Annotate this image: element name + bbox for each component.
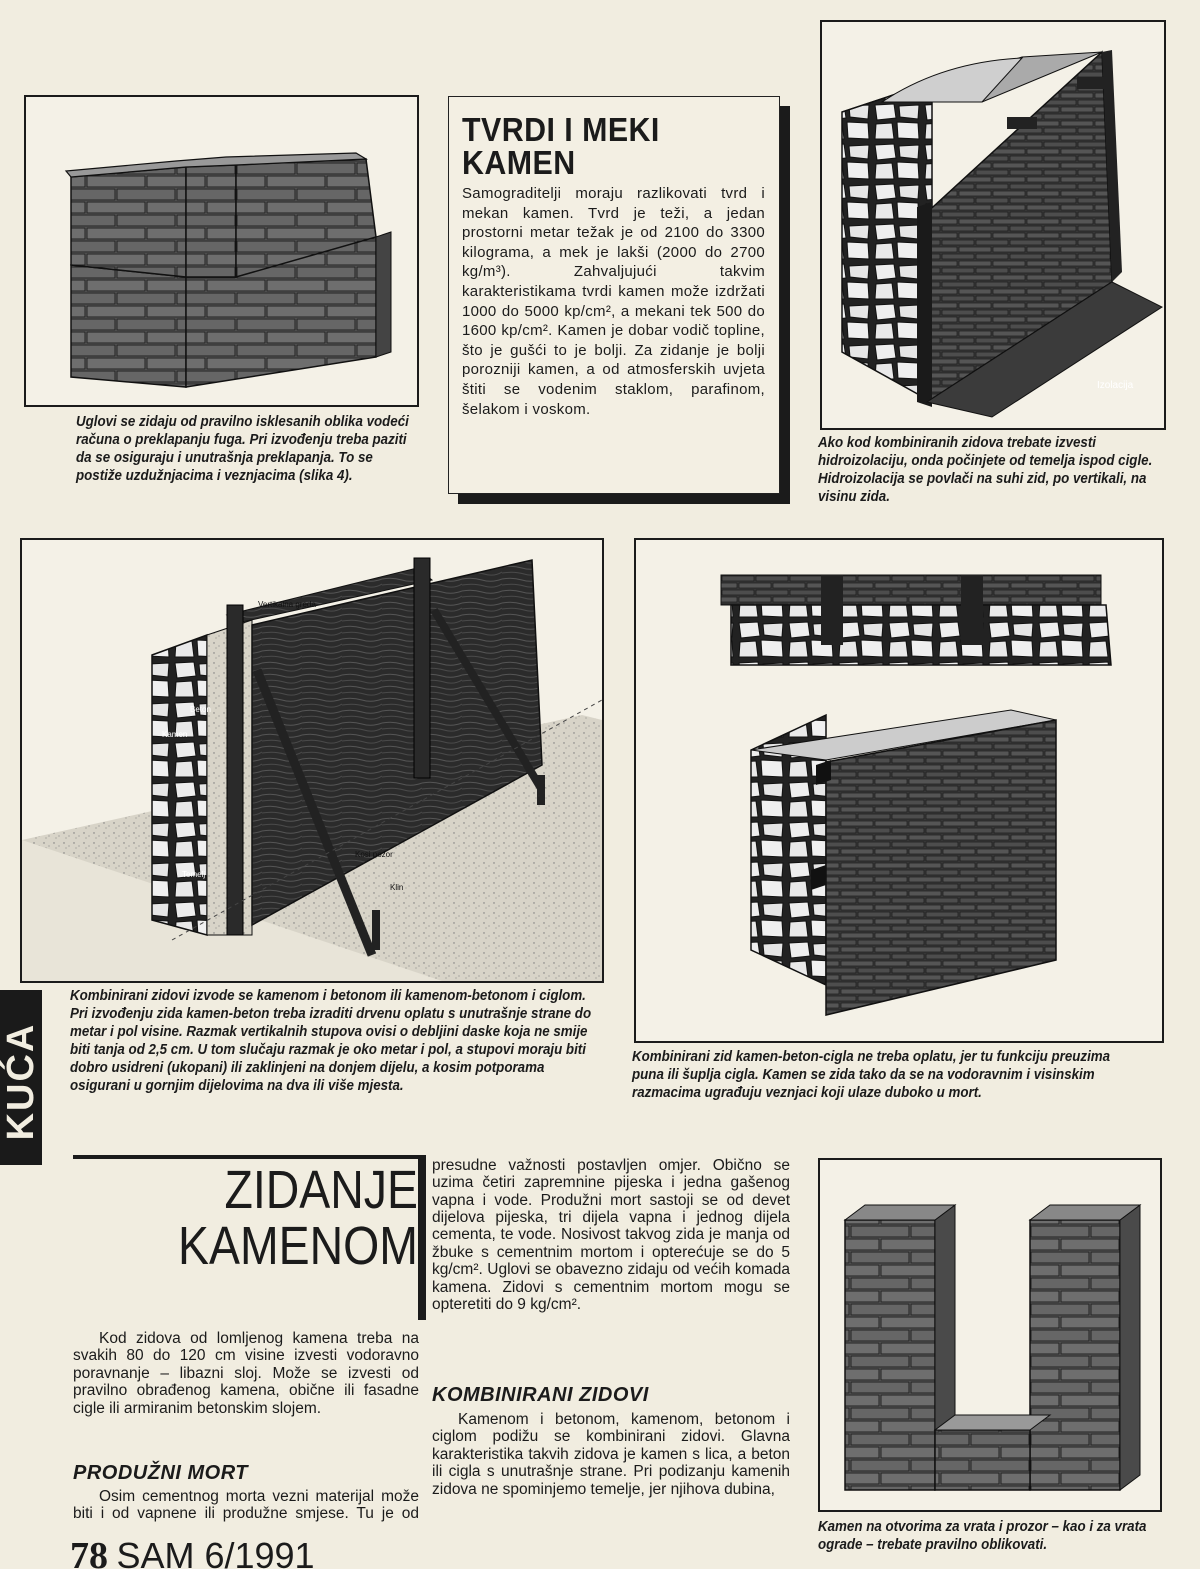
box-title-line1: TVRDI I MEKI (462, 111, 660, 148)
corner-wall-figure (24, 95, 419, 407)
article-col2 (432, 1157, 790, 1369)
article-col1-continued (73, 1488, 419, 1524)
brick-stone-illustration (636, 540, 1162, 1041)
box-title-line2: KAMEN (462, 144, 576, 181)
opening-caption: Kamen na otvorima za vrata i prozor – kao i za vrata ograde – trebate pravilno oblikovati. (818, 1519, 1147, 1553)
article-p1-cont: presudne važnosti postavljen omjer. Obično se uzima četiri zapremnine pijeska i jedna gašenog vapna i vode. Produžni mort sastoji se od devet dijelova pijeska, tri dijela vapna i jednog dijela cementa, te vode. Nosivost takvog zida je manja od žbuke s cementnim mortom i opterećuje se do 5 kg/cm². Uglovi se obavezno zidaju od većih komada kamena. Zidovi s cementnim mortom mogu se opteretiti do 9 kg/cm². (432, 1157, 790, 1314)
corner-wall-caption: Uglovi se zidaju od pravilno isklesanih oblika vodeći računa o preklapanju fuga. Pri izvođenju treba paziti da se osiguraju i unutrašnja preklapanja. To se postiže uzdužnjacima i veznjacima (slika 4). (76, 414, 409, 484)
label-foundation: Temelj (182, 870, 206, 879)
insulation-figure (820, 20, 1166, 430)
brick-stone-figure (634, 538, 1164, 1043)
footer (70, 1534, 315, 1569)
article-title-shadow (418, 1155, 426, 1320)
article-intro: Kod zidova od lomljenog kamena treba na svakih 80 do 120 cm visine izvesti vodoravno poravnanje – libazni sloj. Može se izvesti od pravilno obrađenog kamena, obične ili fasadne cigle ili armiranim betonskim slojem. (73, 1330, 419, 1417)
box-text: Samograditelji moraju razlikovati tvrd i mekan kamen. Tvrd je teži, a jedan prostorni metar težak je od 2100 do 3300 kilograma, a mek je lakši (2000 do 2700 kg/m³). Zahvaljujući takvim karakteristikama tvrdi kamen može izdržati 1000 do 5000 kp/cm², a mekani tek 500 do 1600 kp/cm². Kamen je dobar vodič topline, što je gušći to je bolji. Za zidanje je bolji porozniji kamen, a od atmosferskih uvjeta štiti se vodenim staklom, parafinom, šelakom i voskom. (462, 185, 765, 418)
formwork-caption: Kombinirani zidovi izvode se kamenom i betonom ili kamenom-betonom i ciglom. Pri izvođenju zida kamen-beton treba izraditi drvenu oplatu s unutrašnje strane do metar i pol visine. Razmak vertikalnih stupova ovisi o debljini daske koja ne smije biti tanja od 2,5 cm. U tom slučaju razmak je oko metar i pol, a stupovi moraju biti dobro usidreni (ukopani) ili zaklinjeni na donjem dijelu, a kosim potporama osigurani u gornjim dijelovima na dva ili više mjesta. (70, 988, 592, 1094)
section-sidebar (0, 990, 42, 1165)
label-wedge: Klin (390, 883, 404, 892)
subhead-combined-walls: KOMBINIRANI ZIDOVI (432, 1384, 649, 1406)
article-title-line2: KAMENOM (178, 1216, 418, 1276)
article-p1-start: Osim cementnog morta vezni materijal može biti i od vapnene ili produžne smjese. Tu je od (73, 1488, 419, 1523)
brick-stone-caption: Kombinirani zid kamen-beton-cigla ne treba oplatu, jer tu funkciju preuzima puna ili šuplja cigla. Kamen se zida tako da se na vodoravnim i visinskim razmacima ugrađuju veznjaci koji ulaze duboko u mort. (632, 1049, 1111, 1101)
insulation-caption: Ako kod kombiniranih zidova trebate izvesti hidroizolaciju, onda počinjete od temelja ispod cigle. Hidroizolacija se povlači na suhi zid, po vertikali, na visinu zida. (818, 435, 1153, 505)
insulation-label: Izolacija (1097, 380, 1134, 391)
opening-illustration (820, 1160, 1160, 1510)
article-title (170, 1162, 418, 1274)
insulation-illustration (822, 22, 1164, 428)
label-stone: Kamen (162, 730, 188, 739)
article-p2: Kamenom i betonom, kamenom, betonom i ciglom podižu se kombinirani zidovi. Glavna karakteristika takvih zidova je kamen s lica, a beton ili cigla s unutrašnje strane. Pri podizanju kamenih zidova ne spominjemo temelje, jer njihova dubina, (432, 1411, 790, 1498)
article-title-rule (73, 1155, 419, 1159)
opening-figure (818, 1158, 1162, 1512)
formwork-figure (20, 538, 604, 983)
article-title-line1: ZIDANJE (224, 1160, 418, 1220)
page-number: 78 (70, 1535, 108, 1569)
label-vertical-beam: Vertikalna greda (258, 600, 316, 609)
box-title (462, 113, 660, 179)
corner-wall-illustration (26, 97, 417, 405)
subhead-extended-mortar: PRODUŽNI MORT (73, 1462, 249, 1484)
label-diagonal-brace: Kosi pozor (355, 850, 393, 859)
section-label: KUĆA (0, 1022, 42, 1141)
magazine-issue: SAM 6/1991 (116, 1535, 315, 1569)
label-concrete: Beton (190, 705, 211, 714)
